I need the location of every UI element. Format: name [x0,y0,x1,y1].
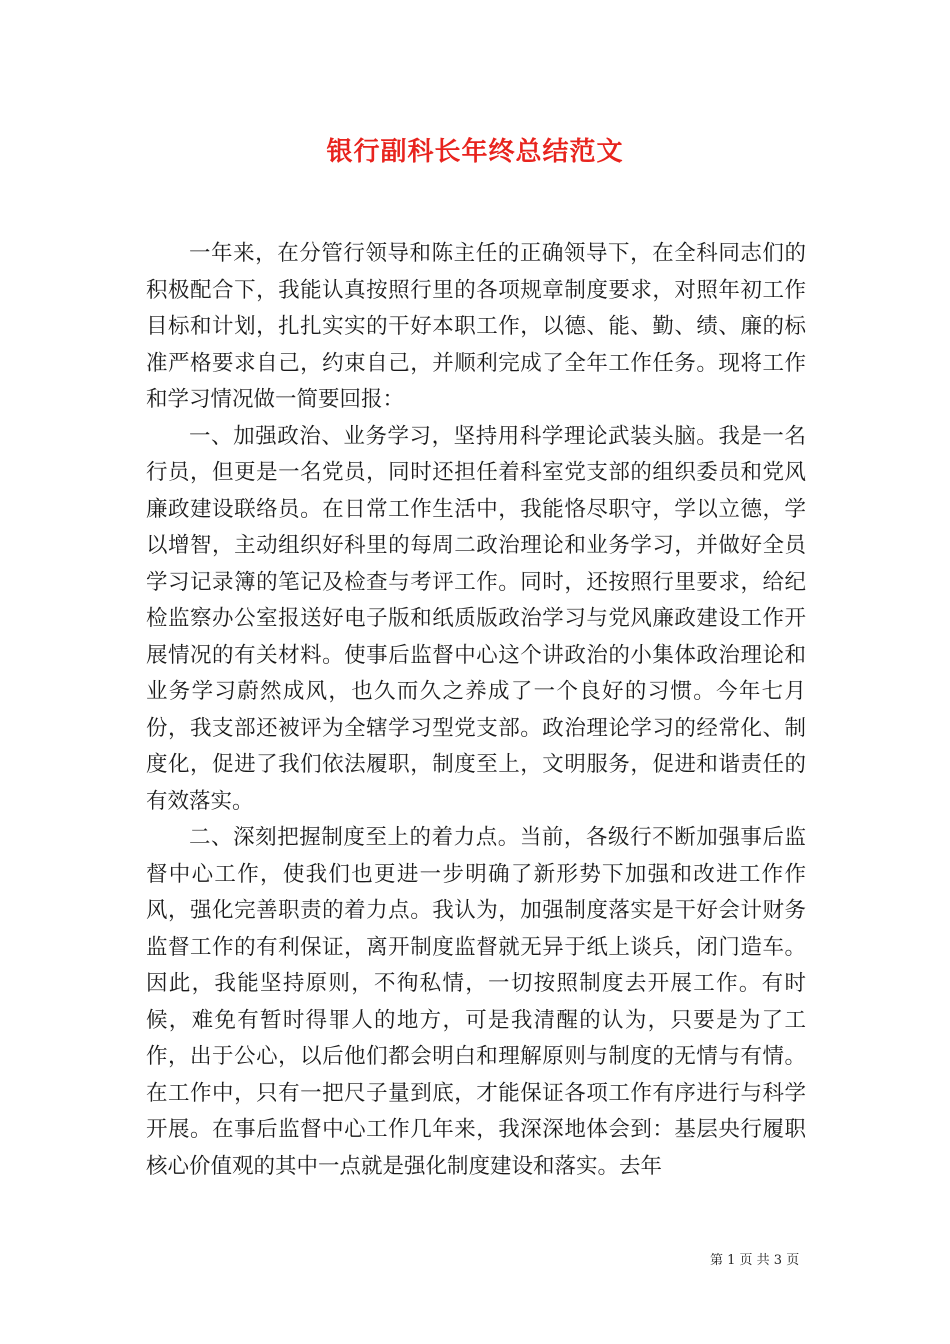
paragraph-section-2: 二、深刻把握制度至上的着力点。当前，各级行不断加强事后监督中心工作，使我们也更进一步明确了新形势下加强和改进工作作风，强化完善职责的着力点。我认为，加强制度落实是干好会计财务监督工作的有利保证，离开制度监督就无异于纸上谈兵，闭门造车。因此，我能坚持原则，不徇私情，一切按照制度去开展工作。有时候，难免有暂时得罪人的地方，可是我清醒的认为，只要是为了工作，出于公心，以后他们都会明白和理解原则与制度的无情与有情。在工作中，只有一把尺子量到底，才能保证各项工作有序进行与科学开展。在事后监督中心工作几年来，我深深地体会到：基层央行履职核心价值观的其中一点就是强化制度建设和落实。去年 [146,825,806,1179]
paragraph-section-1: 一、加强政治、业务学习，坚持用科学理论武装头脑。我是一名行员，但更是一名党员，同时还担任着科室党支部的组织委员和党风廉政建设联络员。在日常工作生活中，我能恪尽职守，学以立德，学以增智，主动组织好科里的每周二政治理论和业务学习，并做好全员学习记录簿的笔记及检查与考评工作。同时，还按照行里要求，给纪检监察办公室报送好电子版和纸质版政治学习与党风廉政建设工作开展情况的有关材料。使事后监督中心这个讲政治的小集体政治理论和业务学习蔚然成风，也久而久之养成了一个良好的习惯。今年七月份，我支部还被评为全辖学习型党支部。政治理论学习的经常化、制度化，促进了我们依法履职，制度至上，文明服务，促进和谐责任的有效落实。 [146,423,806,814]
page-number: 第 1 页 共 3 页 [710,1253,800,1268]
document-title: 银行副科长年终总结范文 [326,137,624,167]
paragraph-intro: 一年来，在分管行领导和陈主任的正确领导下，在全科同志们的积极配合下，我能认真按照行里的各项规章制度要求，对照年初工作目标和计划，扎扎实实的干好本职工作，以德、能、勤、绩、廉的标准严格要求自己，约束自己，并顺利完成了全年工作任务。现将工作和学习情况做一简要回报： [146,241,806,412]
document-body [146,236,806,1185]
